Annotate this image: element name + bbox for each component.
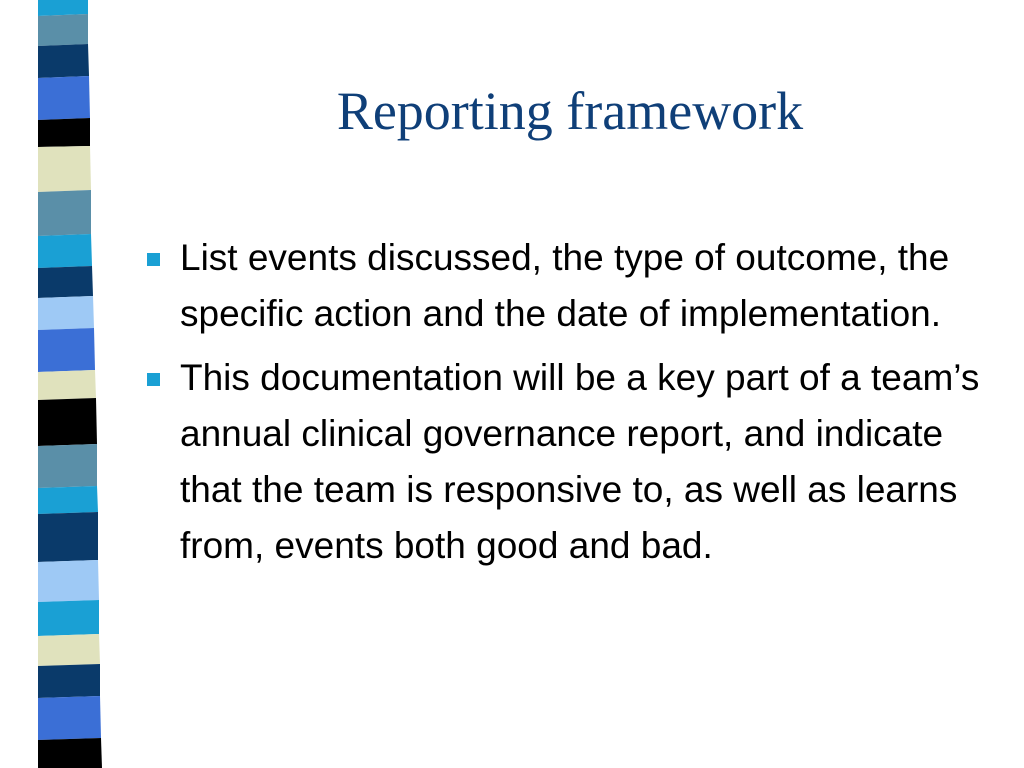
square-bullet-icon [147,253,160,266]
bullet-text: This documentation will be a key part of a team’s annual clinical governance report, and indicate that the team is responsive to, as well as learns from, events both good and bad. [180,357,980,566]
slide-title: Reporting framework [336,81,804,141]
bullet-list [140,230,1000,582]
bullet-item [140,230,1000,342]
bullet-text: List events discussed, the type of outcome, the specific action and the date of implementation. [180,237,950,334]
square-bullet-icon [147,373,160,386]
bullet-item [140,350,1000,574]
decorative-color-strip [0,0,120,768]
